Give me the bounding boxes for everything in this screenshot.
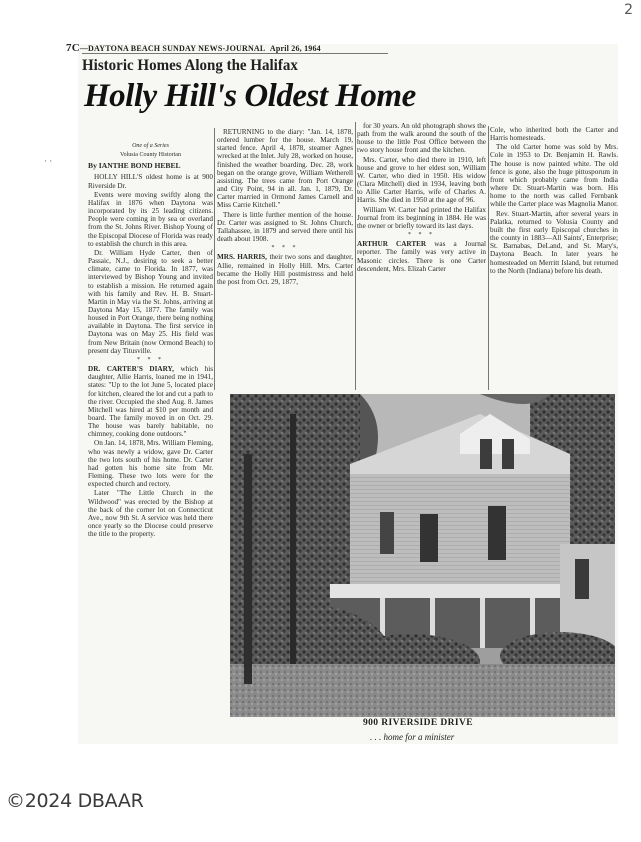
section-stars: * * * — [408, 232, 435, 239]
byline-author: By IANTHE BOND HEBEL — [88, 161, 181, 171]
masthead-paper: —DAYTONA BEACH SUNDAY NEWS-JOURNAL — [79, 44, 266, 53]
byline-series: One of a Series — [132, 143, 169, 149]
section-stars: * * * — [271, 245, 299, 252]
headline: Holly Hill's Oldest Home — [84, 78, 416, 114]
subhead-diary: DR. CARTER'S DIARY, — [88, 365, 174, 374]
paragraph: their two sons and daughter, Allie, remained in Holly Hill. Mrs. Carter became the Holly Hill postmistress and held the post from Oct. 29, 1877, — [217, 253, 353, 286]
paragraph: There is little further mention of the house. Dr. Carter was assigned to St. Johns Church, Tallahassee, in 1879 and served there until his death about 1908. — [217, 210, 353, 244]
section-stars: * * * — [137, 356, 164, 363]
paragraph: was a Journal reporter. The family was very active in Masonic circles. There is one Carter descendent, Mrs. Elizah Carter — [357, 240, 486, 273]
paragraph: Later "The Little Church in the Wildwood" was erected by the Bishop at the back of the corner lot on Connecticut Ave., now 9th St. A service was held there once yearly so the Diocese could preserve the title to the property. — [88, 489, 213, 539]
column-rule — [214, 128, 215, 390]
paragraph: The old Carter home was sold by Mrs. Cole in 1953 to Dr. Benjamin H. Rawls. The house is now painted white. The old fence is gone, also the huge pittosporum in front which probably came from India where Dr. Stuart-Martin was born. His home to the north was called Fernbank while the Carter place was Magnolia Manor. — [490, 143, 618, 209]
paragraph: William W. Carter had printed the Halifax Journal from its beginning in 1884. He was the owner or briefly toward its last days. — [357, 205, 486, 230]
paragraph: Cole, who inherited both the Carter and Harris homesteads. — [490, 126, 618, 143]
paragraph: for 30 years. An old photograph shows the path from the walk around the south of the house to the little Post Office between the two story house front and the kitchen. — [357, 122, 486, 155]
paragraph: On Jan. 14, 1878, Mrs. William Fleming, who was newly a widow, gave Dr. Carter the two lots south of his home. Dr. Carter had gotten his home site from Mr. Fleming. These two lots were for the expected church and rectory. — [88, 439, 213, 489]
column-1 — [88, 142, 213, 539]
column-2 — [217, 128, 353, 287]
paragraph: Events were moving swiftly along the Halifax in 1876 when Daytona was incorporated by its 25 leading citizens. People were coming in by sea or overland from the St. Johns River. Bishop Young of the Episcopal Diocese of Florida was ready to establish the church in this area. — [88, 190, 213, 248]
masthead-page: 7C — [66, 42, 80, 54]
column-rule — [488, 126, 489, 390]
masthead-rule — [82, 53, 388, 54]
copyright-notice: ©2024 DBAAR — [6, 790, 144, 812]
paragraph: Rev. Stuart-Martin, after several years in Palatka, returned to Volusia County and built the first early Episcopal churches in the county in 1883—All Saints', Enterprise; St. Barnabas, DeLand, and St. Mary's, Daytona Beach. In later years he homesteaded on Merritt Island, but returned to the North (Indiana) before his death. — [490, 209, 618, 275]
column-3 — [357, 122, 486, 274]
paragraph: Mrs. Carter, who died there in 1910, left house and grove to her eldest son, William W. Carter, who died in 1950. His widow (Clara Mitchell) died in 1934, leaving both to Allie Carter Harris, wife of Charles A. Harris. She died in 1950 at the age of 96. — [357, 155, 486, 205]
subhead-arthur: ARTHUR CARTER — [357, 240, 427, 249]
paragraph: Dr. William Hyde Carter, then of Passaic, N.J., desiring to seek a better climate, came to Florida. In 1877, was interviewed by Bishop Young and invited to establish a mission. He returned again with his family and Rev. H. B. Stuart-Martin in May via the St. Johns, arriving at Daytona May 15, 1877. The family was housed in Port Orange, there being nothing available in Daytona. The first service in Daytona was on May 25. His field was from New Britain (now Ormond Beach) to present day Titusville. — [88, 248, 213, 355]
photo-caption-title: 900 RIVERSIDE DRIVE — [363, 718, 474, 728]
column-rule — [355, 122, 356, 390]
page-number: 2 — [624, 2, 633, 18]
masthead-date: April 26, 1964 — [269, 44, 321, 53]
paragraph: HOLLY HILL'S oldest home is at 900 Riverside Dr. — [88, 173, 213, 190]
column-4 — [490, 126, 618, 276]
house-photo — [230, 394, 615, 717]
subhead-harris: MRS. HARRIS, — [217, 253, 267, 262]
paragraph: RETURNING to the diary: "Jan. 14, 1878, ordered lumber for the house. March 19, started fence. April 4, 1878, steamer Agnes wrecked at the Inlet. July 28, worked on house, finished the weather boarding. Dec. 28, work began on the orange grove, William Wetherell assisting. The trees came from Port Orange and City Point, 94 in all. Jan. 1, 1879, Dr. Carter married in Ormond James Carnell and Miss Carrie Kitchell." — [217, 128, 353, 210]
margin-mark: · · — [44, 156, 53, 166]
series-heading: Historic Homes Along the Halifax — [82, 57, 298, 75]
paragraph: which his daughter, Allie Harris, loaned me in 1941, states: "Up to the lot June 5, located place for kitchen, cleared the lot and cut a path to the river. Occupied the shed Aug. 8. James Mitchell was hired at $10 per month and board. The family moved in on Oct. 29. The house was barely habitable, no chimney, cooking done outdoors." — [88, 365, 214, 439]
photo-caption-subtitle: . . . home for a minister — [370, 732, 455, 742]
byline-credit: Volusia County Historian — [120, 152, 181, 159]
